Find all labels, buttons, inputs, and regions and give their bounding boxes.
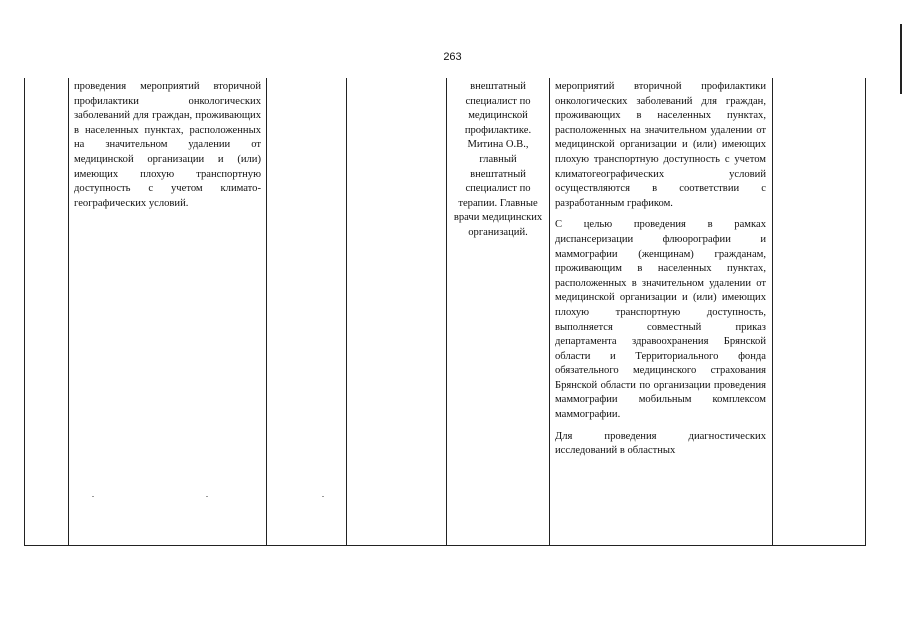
responsible-text: внештатный специалист по медицинской профилактике. Митина О.В., главный внештатный специалист по терапии. Главные врачи медицинских организаций. [453,81,543,238]
page-number: 263 [443,51,462,63]
scan-speck [322,496,324,497]
result-paragraph-1: мероприятий вторичной профилактики онкологических заболеваний для граждан, проживающих в населенных пунктах, расположенных на значительном удалении от медицинской организации и (или) имеющих плохую транспортную доступность с учетом климатогеографических условий осуществляются в соответствии с разработанным графиком. [555,81,766,209]
measure-name-text: проведения мероприятий вторичной профилактики онкологических заболеваний для граждан, проживающих в населенных пунктах, расположенных на значительном удалении от медицинской организации и (или) имеющих плохую транспортную доступность с учетом климато-географических условий. [74,81,261,209]
scan-speck [92,496,94,497]
table-row [25,78,866,546]
scan-edge-mark [900,24,902,94]
measures-table [24,78,866,546]
result-paragraph-2: С целью проведения в рамках диспансеризации флюорографии и маммографии (женщинам) гражданам, проживающим в населенных пунктах, расположенных в значительном удалении от медицинской организации и (или) имеющих плохую транспортную доступность, выполняется совместный приказ департамента здравоохранения Брянской области и Территориального фонда обязательного медицинского страхования Брянской области по организации проведения маммографии мобильным комплексом маммографии. [555,219,766,421]
cell-period [347,78,447,546]
cell-note [773,78,866,546]
cell-measure-name [69,78,267,546]
cell-deadline [267,78,347,546]
cell-result [550,78,773,546]
scan-speck [206,496,208,497]
cell-number [25,78,69,546]
result-paragraph-3: Для проведения диагностических исследований в областных [555,430,766,457]
cell-responsible [447,78,550,546]
